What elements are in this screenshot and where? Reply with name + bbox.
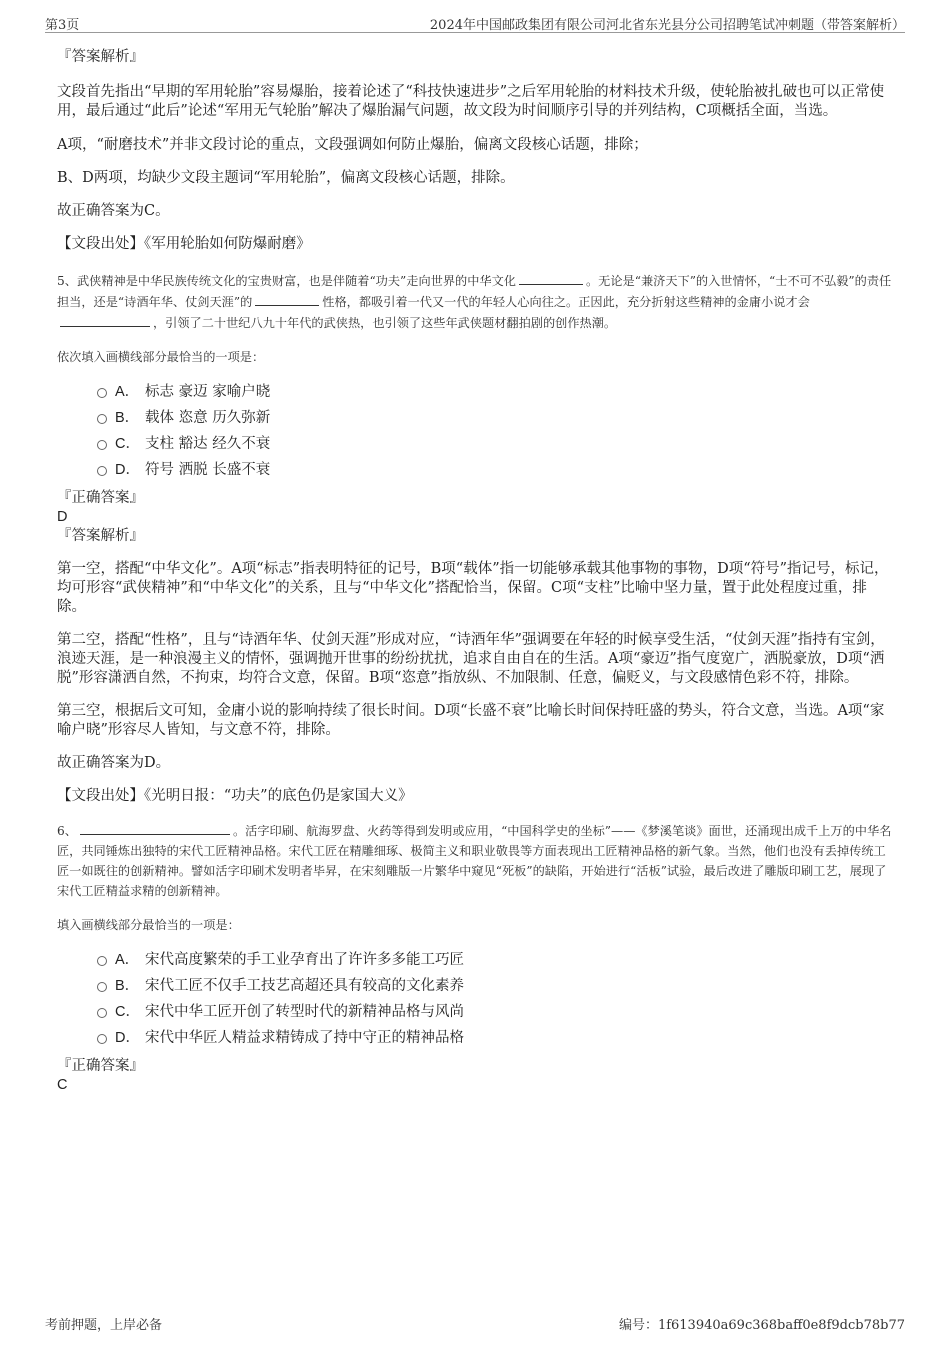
question-stem: 6、 。活字印刷、航海罗盘、火药等得到发明或应用，“中国科学史的坐标”——《梦溪笔谈》面世，还涌现出成千上万的中华名匠，共同锤炼出独特的宋代工匠精神品格。宋代工匠在精雕细琢、极简主义和职业敬畏等方面表现出工匠精神品格的新气象。当然，他们也没有丢掉传统工匠一如既往的创新精神。譬如活字印刷术发明者毕昇，在宋刻雕版一片繁华中窥见“死板”的缺陷，开始进行“活板”试验，最后改进了雕版印刷工艺，展现了宋代工匠精益求精的创新精神。 (57, 820, 893, 901)
option-b[interactable]: B． 宋代工匠不仅手工技艺高超还具有较高的文化素养 (97, 973, 893, 999)
question-prompt: 依次填入画横线部分最恰当的一项是： (57, 350, 265, 364)
document-body (57, 44, 893, 1095)
radio-icon[interactable] (97, 440, 107, 450)
radio-icon[interactable] (97, 982, 107, 992)
source-citation: 【文段出处】《光明日报：“功夫”的底色仍是家国大义》 (57, 788, 413, 804)
option-d[interactable]: D． 符号 洒脱 长盛不衰 (97, 457, 893, 483)
radio-icon[interactable] (97, 414, 107, 424)
fill-blank (255, 291, 319, 306)
question-prompt: 填入画横线部分最恰当的一项是： (57, 918, 240, 932)
option-d[interactable]: D． 宋代中华匠人精益求精铸成了持中守正的精神品格 (97, 1025, 893, 1051)
analysis-paragraph: B、D两项，均缺少文段主题词“军用轮胎”，偏离文段核心话题，排除。 (57, 170, 515, 186)
answer-heading: 『正确答案』 (57, 1058, 144, 1074)
radio-icon[interactable] (97, 388, 107, 398)
radio-icon[interactable] (97, 1034, 107, 1044)
analysis-paragraph: 第一空，搭配“中华文化”。A项“标志”指表明特征的记号，B项“载体”指一切能够承载其他事物的事物，D项“符号”指记号，标记，均可形容“武侠精神”和“中华文化”的关系，且与“中华文化”搭配恰当，保留。C项“支柱”比喻中坚力量，置于此处程度过重，排除。 (57, 561, 889, 615)
question-stem: 5、武侠精神是中华民族传统文化的宝贵财富，也是伴随着“功夫”走向世界的中华文化 。无论是“兼济天下”的入世情怀，“士不可不弘毅”的责任担当，还是“诗酒年华、仗剑天涯”的 性格，都吸引着一代又一代的年轻人心向往之。正因此，充分折射这些精神的金庸小说才会，引领了二十世纪八九十年代的武侠热，也引领了这些年武侠题材翻拍剧的创作热潮。 (57, 270, 893, 333)
fill-blank (80, 820, 230, 835)
analysis-heading: 『答案解析』 (57, 49, 144, 65)
source-citation: 【文段出处】《军用轮胎如何防爆耐磨》 (57, 236, 311, 252)
document-id: 编号：1f613940a69c368baff0e8f9dcb78b77 (618, 1318, 905, 1333)
analysis-paragraph: 故正确答案为C。 (57, 203, 170, 219)
option-list (97, 379, 893, 483)
radio-icon[interactable] (97, 466, 107, 476)
correct-answer: D (57, 509, 68, 525)
option-a[interactable]: A． 宋代高度繁荣的手工业孕育出了许许多多能工巧匠 (97, 947, 893, 973)
page-header (45, 12, 905, 33)
correct-answer: C (57, 1077, 68, 1093)
option-a[interactable]: A． 标志 豪迈 家喻户晓 (97, 379, 893, 405)
radio-icon[interactable] (97, 1008, 107, 1018)
option-list (97, 947, 893, 1051)
fill-blank (519, 270, 583, 285)
answer-heading: 『正确答案』 (57, 490, 144, 506)
analysis-heading: 『答案解析』 (57, 528, 144, 544)
analysis-paragraph: 故正确答案为D。 (57, 755, 171, 771)
footer-slogan: 考前押题，上岸必备 (45, 1318, 163, 1333)
analysis-paragraph: 文段首先指出“早期的军用轮胎”容易爆胎，接着论述了“科技快速进步”之后军用轮胎的材料技术升级，使轮胎被扎破也可以正常使用，最后通过“此后”论述“军用无气轮胎”解决了爆胎漏气问题，故文段为时间顺序引导的并列结构，C项概括全面，当选。 (57, 84, 885, 119)
analysis-paragraph: A项，“耐磨技术”并非文段讨论的重点，文段强调如何防止爆胎，偏离文段核心话题，排除； (57, 137, 648, 153)
option-c[interactable]: C． 宋代中华工匠开创了转型时代的新精神品格与风尚 (97, 999, 893, 1025)
option-c[interactable]: C． 支柱 豁达 经久不衰 (97, 431, 893, 457)
option-b[interactable]: B． 载体 恣意 历久弥新 (97, 405, 893, 431)
radio-icon[interactable] (97, 956, 107, 966)
analysis-paragraph: 第二空，搭配“性格”，且与“诗酒年华、仗剑天涯”形成对应，“诗酒年华”强调要在年轻的时候享受生活，“仗剑天涯”指持有宝剑，浪迹天涯，是一种浪漫主义的情怀，强调抛开世事的纷纷扰扰，追求自由自在的生活。A项“豪迈”指气度宽广，洒脱豪放，D项“洒脱”形容潇洒自然，不拘束，均符合文意，保留。B项“恣意”指放纵、不加限制、任意，偏贬义，与文段感情色彩不符，排除。 (57, 632, 885, 686)
fill-blank (60, 312, 150, 327)
document-title: 2024年中国邮政集团有限公司河北省东光县分公司招聘笔试冲刺题（带答案解析） (429, 18, 905, 33)
analysis-paragraph: 第三空，根据后文可知，金庸小说的影响持续了很长时间。D项“长盛不衰”比喻长时间保持旺盛的势头，符合文意，当选。A项“家喻户晓”形容尽人皆知，与文意不符，排除。 (57, 703, 885, 738)
page-number: 第3页 (45, 18, 80, 33)
